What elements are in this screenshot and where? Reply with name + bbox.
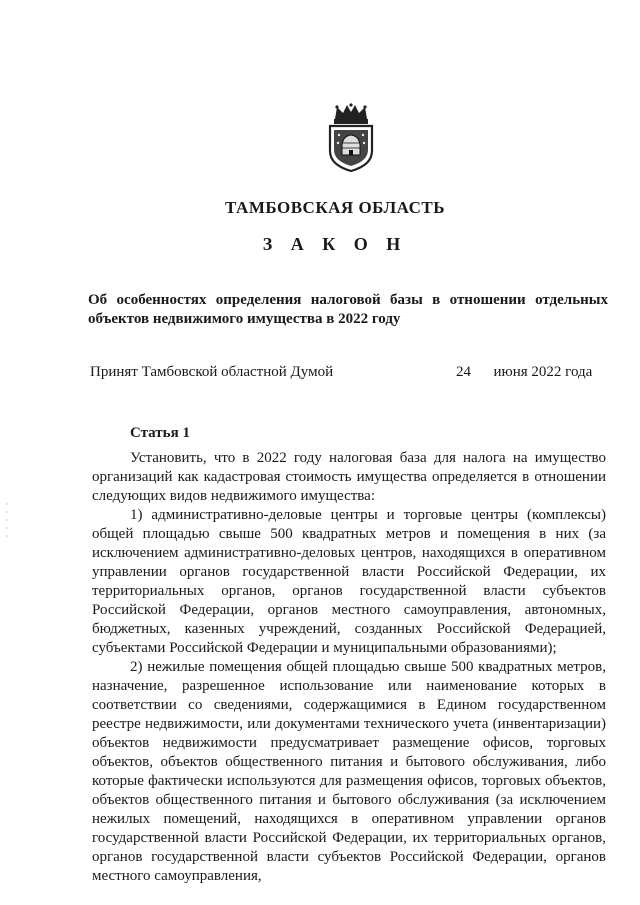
tambov-coat-of-arms-icon — [323, 103, 379, 173]
paragraph-item-1: 1) административно-деловые центры и торговые центры (комплексы) общей площадью свыше 500 квадратных метров и помещения в них (за исключением административно-деловых центров, находящихся в оперативном управлении органов государственной власти Российской Федерации, их территориальных органов, органов государственной власти субъектов Российской Федерации, органов местного самоуправления, автономных, бюджетных, казенных учреждений, созданных Российской Федерацией, субъектами Российской Федерации и муниципальными образованиями); — [92, 507, 606, 656]
document-title: Об особенностях определения налоговой базы в отношении отдельных объектов недвижимого имущества в 2022 году — [88, 292, 608, 327]
document-type: З А К О Н — [262, 234, 408, 254]
article-body — [92, 449, 606, 886]
adopted-date: 24 июня 2022 года — [456, 364, 593, 380]
paragraph-item-2: 2) нежилые помещения общей площадью свыше 500 квадратных метров, назначение, разрешенное использование или наименование которых в соответствии со сведениями, содержащимися в Едином государственном реестре недвижимости, или документами технического учета (инвентаризации) объектов недвижимости предусматривает размещение офисов, торговых объектов, объектов общественного питания и бытового обслуживания, либо которые фактически используются для размещения офисов, торговых объектов, объектов общественного питания и бытового обслуживания (за исключением нежилых помещений, находящихся в оперативном управлении органов государственной власти Российской Федерации, их территориальных органов, органов государственной власти субъектов Российской Федерации, органов местного самоуправления, — [92, 659, 606, 884]
paragraph-intro: Установить, что в 2022 году налоговая база для налога на имущество организаций как кадастровая стоимость имущества определяется в отношении следующих видов недвижимого имущества: — [92, 450, 606, 504]
adopted-by: Принят Тамбовской областной Думой — [90, 364, 334, 380]
article-heading: Статья 1 — [130, 425, 190, 441]
scan-margin-marks — [6, 502, 8, 542]
region-name: ТАМБОВСКАЯ ОБЛАСТЬ — [225, 198, 445, 217]
